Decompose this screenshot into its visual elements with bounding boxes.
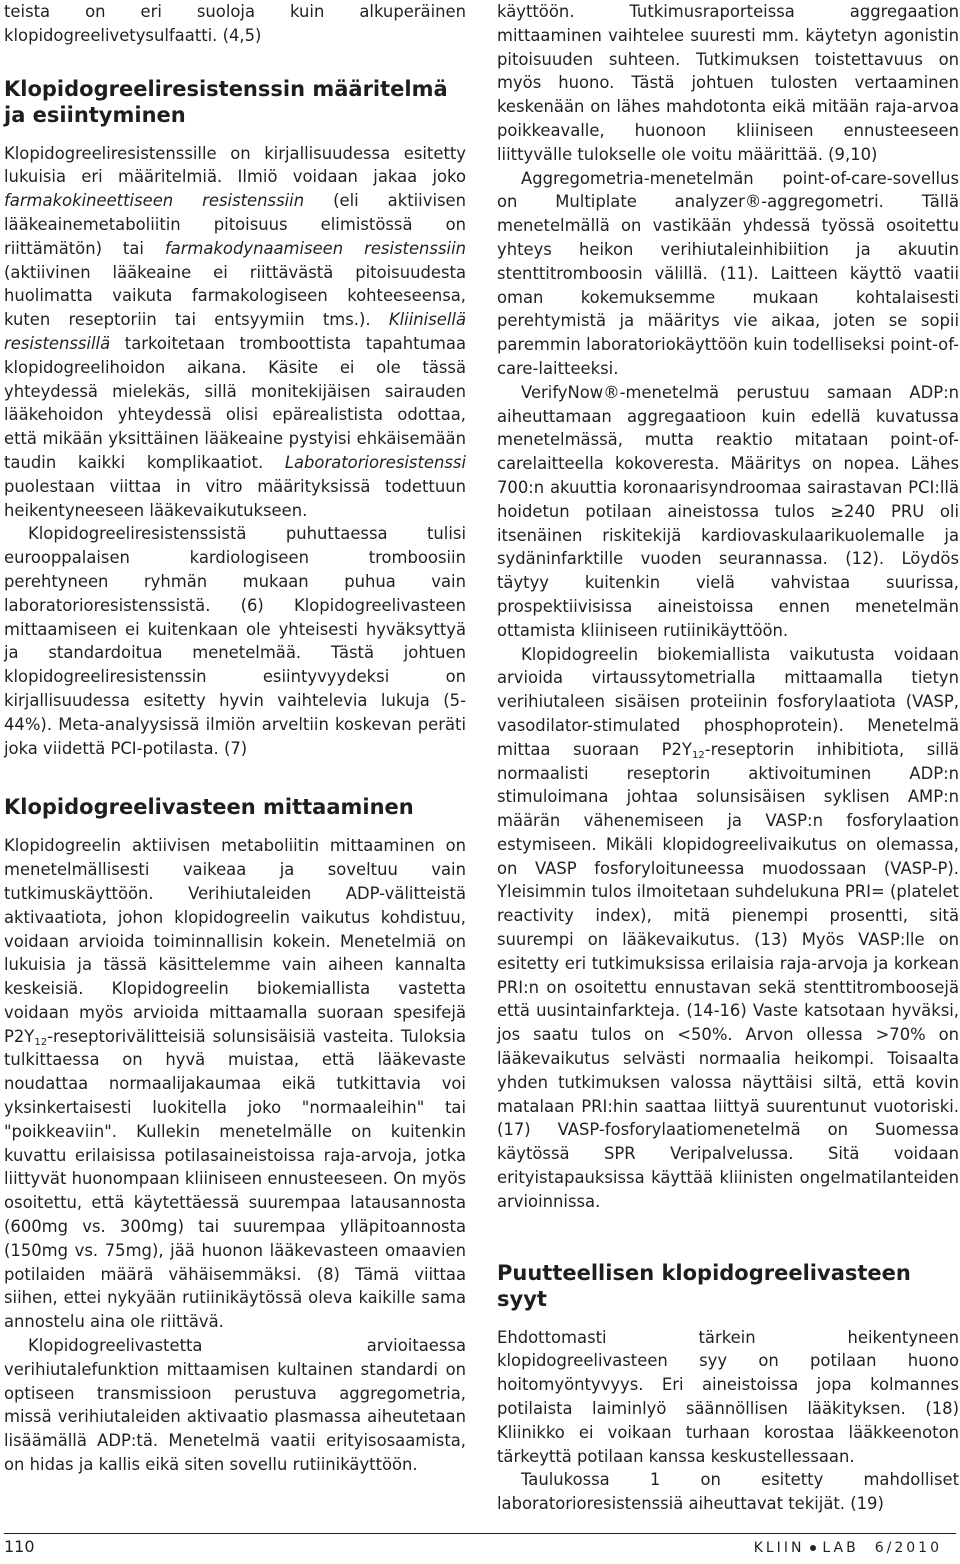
section-heading-resistance: Klopidogreeliresistenssin määritelmä ja esiintyminen — [4, 76, 448, 127]
page-number: 110 — [4, 1537, 35, 1556]
intro-paragraph: teista on eri suoloja kuin alkuperäinen klopidogreelivetysulfaatti. (4,5) — [4, 2, 466, 45]
paragraph-methods: Klopidogreelin aktiivisen metaboliitin mittaaminen on menetelmällisesti vaikeaa ja soveltuu vain tutkimuskäyttöön. Verihiutaleiden ADP-välitteistä aktivaatiota, johon klopidogreelin vaikutus kohdistuu, voidaan arvioida toiminnallisin kokein. Menetelmiä on lukuisia ja tässä käsittelemme vain aiheen kannalta keskeisiä. Klopidogreelin biokemiallista vastetta voidaan myös arvioida mittaamalla suoraan spesifejä $P2Y_{12}$-reseptorivälitteisiä solunsisäisiä vasteita. Tuloksia tulkittaessa on hyvä muistaa, että lääkevaste noudattaa normaalijakaumaa eikä tutkittavia voi yksinkertaisesti luokitella joko "normaaleihin" tai "poikkeaviin". Kullekin menetelmälle on kuitenkin kuvattu erilaisissa potilasaineistoissa raja-arvoja, jotka liittyvät huonompaan kliiniseen ennusteeseen. On myös osoitettu, että käytettäessä suurempaa latausannosta (600mg vs. 300mg) tai suurempaa ylläpitoannosta (150mg vs. 75mg), jää huonon lääkevasteen omaavien potilaiden määrä vähäisemmäksi. (8) Tämä viittaa siihen, ettei nykyään rutiinikäytössä oleva kaikille sama annostelu aina ole riittävä. — [4, 836, 466, 1332]
page-footer — [0, 1523, 960, 1564]
paragraph-compliance: Ehdottomasti tärkein heikentyneen klopidogreelivasteen syy on potilaan huono hoitomyöntyvyys. Eri aineistoissa jopa kolmannes potilaista laiminlyö säännöllisen lääkityksen. (18) Kliinikko ei voikaan turhaan korostaa lääkkeenoton tärkeyttä potilaan kanssa keskustellessaan. — [497, 1327, 959, 1466]
paragraph-definitions: Klopidogreeliresistenssille on kirjallisuudessa esitetty lukuisia eri määritelmiä. Ilmiö voidaan jakaa joko farmakokineettiseen resistenssiin (eli aktiivisen lääkeainemetaboliitin pitoisuus elimistössä on riittämätön) tai farmakodynaamiseen resistenssiin (aktiivinen lääkeaine ei riittävästä pitoisuudesta huolimatta vaikuta farmakologiseen kohteeseensa, kuten reseptoriin tai entsyymiin tms.). Kliinisellä resistenssillä tarkoitetaan tromboottista tapahtumaa klopidogreelihoidon aikana. Käsite ei ole tässä yhteydessä mielekäs, sillä monitekijäisen sairauden lääkehoidon yhteydessä olisi epärealistista odottaa, että mikään yksittäinen lääkeaine pystyisi ehkäisemään taudin kaikki komplikaatiot. Laboratorioresistenssi puolestaan viittaa in vitro määrityksissä todettuun heikentyneeseen lääkevaikutukseen. — [4, 143, 467, 520]
journal-issue: 6/2010 — [874, 1540, 942, 1556]
section-heading-measurement: Klopidogreelivasteen mittaaminen — [4, 795, 414, 820]
paragraph-table-reference: Taulukossa 1 on esitetty mahdolliset laboratorioresistenssiä aiheuttavat tekijät. (19) — [497, 1470, 959, 1514]
journal-name-part-b: LAB — [822, 1540, 859, 1556]
paragraph-continuation: käyttöön. Tutkimusraporteissa aggregaation mittaaminen vaihtelee suuresti mm. käytetyn agonistin pitoisuuden suhteen. Tutkimuksen toistettavuus on myös huono. Tästä johtuen tulosten vertaaminen keskenään on lähes mahdotonta eikä mitään raja-arvoa poikkeavalle, huonoon kliiniseen ennusteeseen liittyvälle tulokselle ole voitu määrittää. (9,10) — [497, 2, 959, 164]
paragraph-prevalence: Klopidogreeliresistenssistä puhuttaessa tulisi eurooppalaisen kardiologiseen tromboosiin perehtyneen ryhmän mukaan puhua vain laboratorioresistenssistä. (6) Klopidogreelivasteen mittaamiseen ei kuitenkaan ole yhteisesti hyväksyttyä ja standardoitua menetelmää. Tästä johtuen klopidogreeliresistenssin esiintyvyydeksi on kirjallisuudessa esitetty hyvin vaihtelevia lukuja (5-44%). Meta-analyysissä ilmiön arveltiin koskevan peräti joka viidettä PCI-potilasta. (7) — [4, 524, 466, 758]
paragraph-vasp: Klopidogreelin biokemiallista vaikutusta voidaan arvioida virtaussytometrialla mittaamalla tietyn verihiutaleen sisäisen proteiinin fosforylaatiota (VASP, vasodilator-stimulated phosphoprotein). Menetelmä mittaa suoraan $P2Y_{12}$-reseptorin inhibitiota, sillä normaalisti reseptorin aktivoituminen ADP:n stimuloimana johtaa solunsisäisen syklisen AMP:n määrän vähenemiseen ja VASP:n fosforylaation estymiseen. Mikäli klopidogreelivaikutus on olemassa, on VASP fosforyloituneessa muodossaan (VASP-P). Yleisimmin tulos ilmoitetaan suhdelukuna PRI= (platelet reactivity index), mitä pienempi prosentti, sitä suurempi on lääkevaikutus. (13) Myös VASP:lle on esitetty eri tutkimuksissa erilaisia raja-arvoja ja korkean PRI:n on osoitettu ennustavan sekä stenttitromboosejä että uusintainfarkteja. (14-16) Vaste katsotaan hyväksi, jos saatu tulos on <50%. Arvon ollessa >70% on lääkevaikutus selvästi normaalia heikompi. Toisaalta yhden tutkimuksen valossa näyttäisi siltä, että kovin matalaan PRI:hin saattaa liittyä suurentunut vuotoriski. (17) VASP-fosforylaatiomenetelmä on Suomessa käytössä SPR Veripalvelussa. Sitä voidaan erityistapauksissa käyttää kliinisten ongelmatilanteiden arvioinnissa. — [497, 644, 959, 1211]
left-column — [4, 0, 466, 1477]
footer-rule — [4, 1533, 956, 1534]
paragraph-aggregometry: Klopidogreelivastetta arvioitaessa verihiutalefunktion mittaamisen kultainen standardi on optiseen transmissioon perustuva aggregometria, missä verihiutaleiden aktivaatio plasmassa aiheutetaan lisäämällä ADP:tä. Menetelmä vaatii erityisosaamista, on hidas ja kallis eikä siten sovellu rutiinikäyttöön. — [4, 1336, 466, 1475]
journal-name — [754, 1538, 942, 1558]
journal-name-part-a: KLIIN — [753, 1540, 805, 1556]
section-heading-causes: Puutteellisen klopidogreelivasteen syyt — [497, 1260, 911, 1311]
bullet-dot-icon — [810, 1545, 816, 1551]
right-column — [497, 0, 959, 1516]
paragraph-multiplate: Aggregometria-menetelmän point-of-care-sovellus on Multiplate analyzer®-aggregometri. Tällä menetelmällä on vastikään yhdessä työssä osoitettu yhteys heikon verihiutaleinhibiition ja akuutin stenttitromboosin välillä. (11). Laitteen käyttö vaatii oman kokemuksemme mukaan kohtalaisesti perehtymistä ja määritys vie aikaa, joten se sopii paremmin laboratoriokäyttöön kuin todelliseksi point-of-care-laitteeksi. — [497, 168, 959, 378]
paragraph-verifynow: VerifyNow®-menetelmä perustuu samaan ADP:n aiheuttamaan aggregaatioon kuin edellä kuvatussa menetelmässä, mutta reaktio mitataan point-of-carelaitteella kokoveresta. Määritys on nopea. Lähes 700:n akuuttia koronaarisyndroomaa sairastavan PCI:llä hoidetun potilaan aineistossa tulos ≥240 PRU oli itsenäinen riskitekijä kardiovaskulaarikuolemalle ja sydäninfarktille vuoden seurannassa. (12). Löydös täytyy kuitenkin vielä vahvistaa suurissa, prospektiivisissa aineistoissa ennen menetelmän ottamista kliiniseen rutiinikäyttöön. — [497, 382, 959, 640]
